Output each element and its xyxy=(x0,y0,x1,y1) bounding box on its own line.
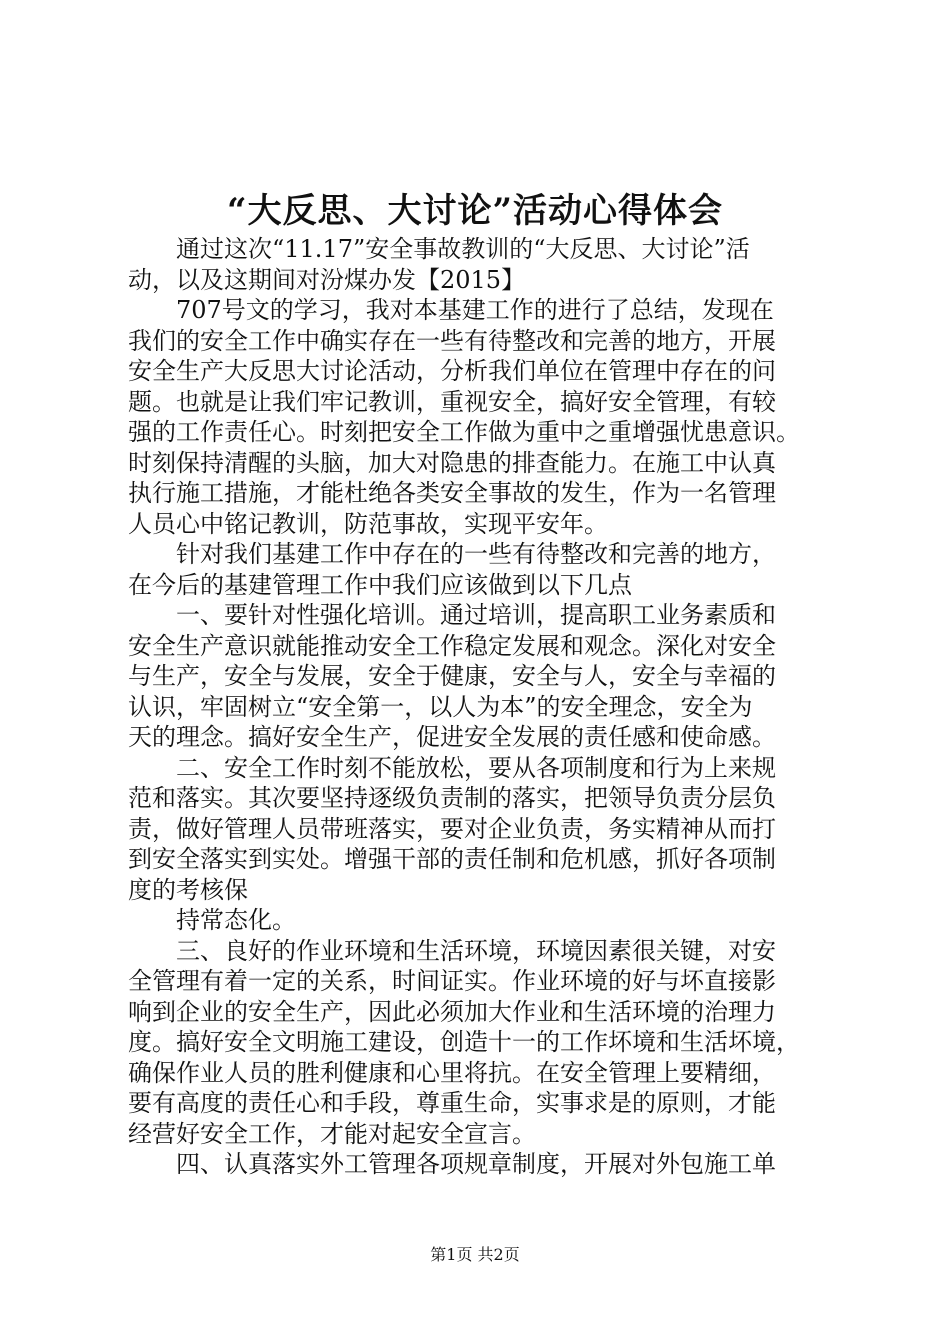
text-line: 经营好安全工作，才能对起安全宣言。 xyxy=(128,1119,536,1148)
text-line: 动，以及这期间对汾煤办发【2015】 xyxy=(128,265,526,294)
text-line: 持常态化。 xyxy=(128,906,296,934)
text-line: 范和落实。其次要坚持逐级负责制的落实，把领导负责分层负 xyxy=(128,784,776,812)
text-line: 通过这次“11.17”安全事故教训的“大反思、大讨论”活 xyxy=(128,235,750,263)
text-line: 我们的安全工作中确实存在一些有待整改和完善的地方，开展 xyxy=(128,326,776,355)
text-line: 度。搞好安全文明施工建设，创造十一的工作坏境和生活坏境， xyxy=(128,1028,800,1056)
text-line: 天的理念。搞好安全生产，促进安全发展的责任感和使命感。 xyxy=(128,723,776,751)
text-line: 一、要针对性强化培训。通过培训，提高职工业务素质和 xyxy=(128,601,776,629)
text-line: 认识，牢固树立“安全第一，以人为本”的安全理念，安全为 xyxy=(128,692,753,721)
text-line: 安全生产大反思大讨论活动，分析我们单位在管理中存在的问 xyxy=(128,357,776,385)
text-line: 与生产，安全与发展，安全于健康，安全与人，安全与幸福的 xyxy=(128,662,776,690)
text-line: 响到企业的安全生产，因此必须加大作业和生活环境的治理力 xyxy=(128,997,776,1026)
text-line: 人员心中铭记教训，防范事故，实现平安年。 xyxy=(128,509,608,538)
text-line: 四、认真落实外工管理各项规章制度，开展对外包施工单 xyxy=(128,1150,776,1178)
text-line: 时刻保持清醒的头脑，加大对隐患的排查能力。在施工中认真 xyxy=(128,448,776,477)
text-line: 针对我们基建工作中存在的一些有待整改和完善的地方， xyxy=(128,540,776,568)
text-line: 三、良好的作业环境和生活环境，环境因素很关键，对安 xyxy=(128,936,776,965)
page-number-footer: 第1页 共2页 xyxy=(430,1245,520,1264)
text-line: 二、安全工作时刻不能放松，要从各项制度和行为上来规 xyxy=(128,753,776,782)
text-line: 要有高度的责任心和手段，尊重生命，实事求是的原则，才能 xyxy=(128,1089,776,1117)
text-line: 执行施工措施，才能杜绝各类安全事故的发生，作为一名管理 xyxy=(128,479,776,507)
document-body xyxy=(128,234,840,1180)
text-line: 到安全落实到实处。增强干部的责任制和危机感，抓好各项制 xyxy=(128,845,776,873)
text-line: 题。也就是让我们牢记教训，重视安全，搞好安全管理，有较 xyxy=(128,387,776,416)
text-line: 安全生产意识就能推动安全工作稳定发展和观念。深化对安全 xyxy=(128,631,776,660)
text-line: 责，做好管理人员带班落实，要对企业负责，务实精神从而打 xyxy=(128,814,776,843)
text-line: 在今后的基建管理工作中我们应该做到以下几点 xyxy=(128,570,632,599)
text-line: 度的考核保 xyxy=(128,875,248,904)
text-line: 强的工作责任心。时刻把安全工作做为重中之重增强忧患意识。 xyxy=(128,418,800,446)
document-title: “大反思、大讨论”活动心得体会 xyxy=(226,191,724,231)
text-line: 707号文的学习，我对本基建工作的进行了总结，发现在 xyxy=(128,296,774,324)
text-line: 全管理有着一定的关系，时间证实。作业环境的好与坏直接影 xyxy=(128,967,776,995)
text-line: 确保作业人员的胜利健康和心里将抗。在安全管理上要精细， xyxy=(128,1058,776,1087)
